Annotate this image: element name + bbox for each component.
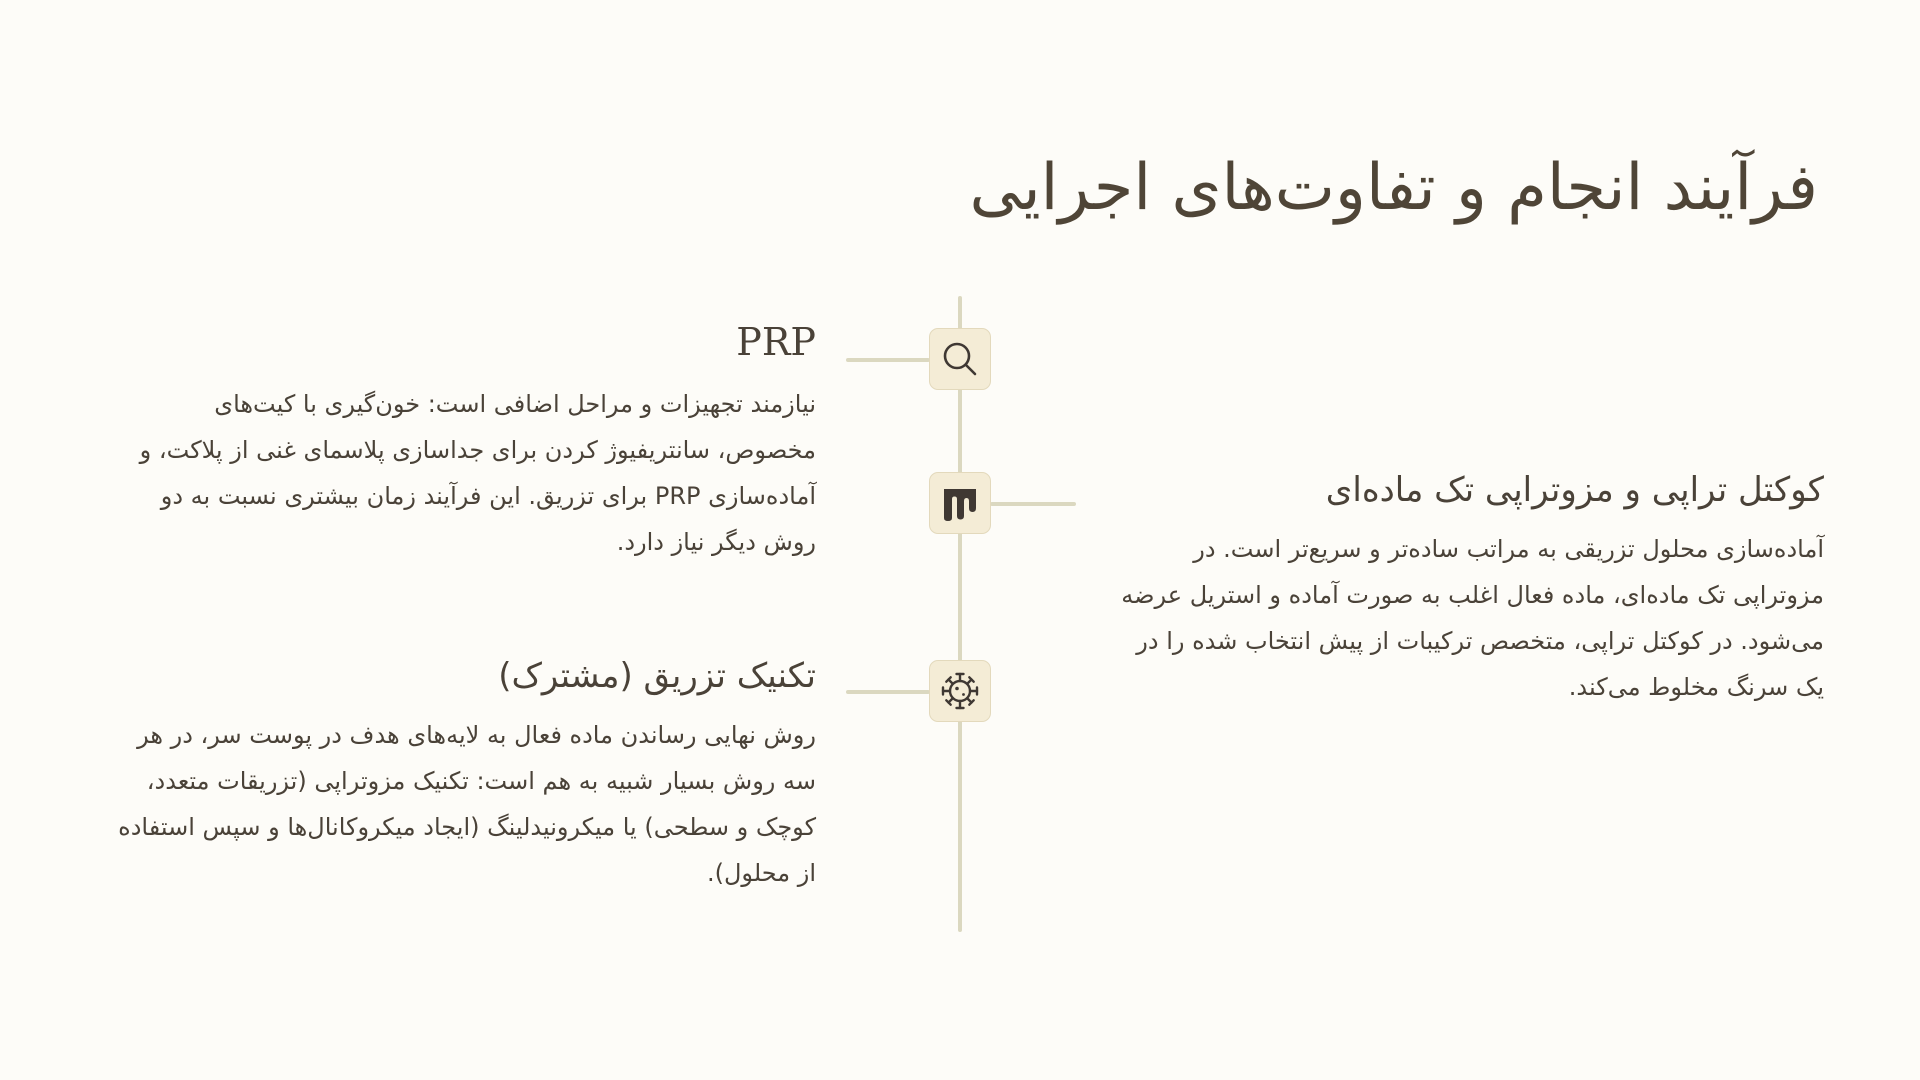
item-heading: PRP xyxy=(736,320,816,364)
magnifier-icon xyxy=(938,337,982,381)
connector-cocktail xyxy=(990,502,1076,506)
connector-injection xyxy=(846,690,930,694)
timeline-node-cocktail xyxy=(929,472,991,534)
timeline-line xyxy=(958,296,962,932)
item-body: آماده‌سازی محلول تزریقی به مراتب ساده‌تر و سریع‌تر است. در مزوتراپی تک ماده‌ای، ماده فعال اغلب به صورت آماده و استریل عرضه می‌شود. در کوکتل تراپی، متخصص ترکیبات از پیش انتخاب شده را در یک سرنگ مخلوط می‌کند. xyxy=(1121,535,1824,702)
drip-icon xyxy=(938,481,982,525)
virus-icon xyxy=(938,669,982,713)
item-heading: تکنیک تزریق (مشترک) xyxy=(498,656,816,696)
timeline-item-injection xyxy=(118,654,816,896)
slide-title: فرآیند انجام و تفاوت‌های اجرایی xyxy=(969,151,1818,225)
timeline-node-prp xyxy=(929,328,991,390)
timeline-node-injection xyxy=(929,660,991,722)
item-body: روش نهایی رساندن ماده فعال به لایه‌های هدف در پوست سر، در هر سه روش بسیار شبیه به هم است: تکنیک مزوتراپی (تزریقات متعدد، کوچک و سطحی) یا میکرونیدلینگ (ایجاد میکروکانال‌ها و سپس استفاده از محلول). xyxy=(118,721,816,888)
timeline-item-prp xyxy=(118,318,816,565)
item-heading: کوکتل تراپی و مزوتراپی تک ماده‌ای xyxy=(1325,470,1824,510)
connector-prp xyxy=(846,358,930,362)
timeline-item-cocktail xyxy=(1104,468,1824,710)
item-body: نیازمند تجهیزات و مراحل اضافی است: خون‌گیری با کیت‌های مخصوص، سانتریفیوژ کردن برای جداسازی پلاسمای غنی از پلاکت، و آماده‌سازی PRP برای تزریق. این فرآیند زمان بیشتری نسبت به دو روش دیگر نیاز دارد. xyxy=(139,390,816,557)
